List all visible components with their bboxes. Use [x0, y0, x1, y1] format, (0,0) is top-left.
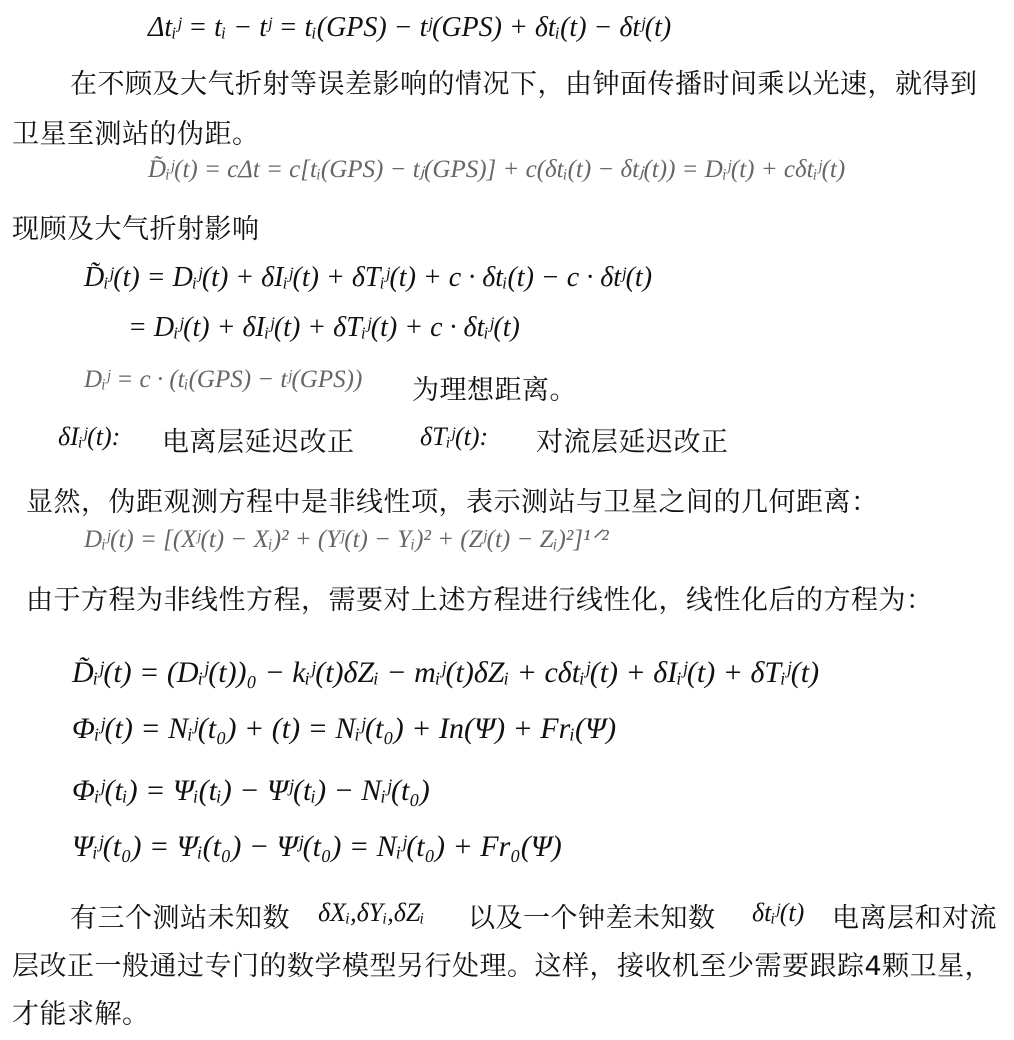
paragraph-line: 在不顾及大气折射等误差影响的情况下，由钟面传播时间乘以光速，就得到	[70, 69, 978, 100]
paragraph-line: 显然，伪距观测方程中是非线性项，表示测站与卫星之间的几何距离：	[26, 487, 879, 518]
equation-geometric-distance: Dᵢʲ(t) = [(Xʲ(t) − Xᵢ)² + (Yʲ(t) − Yᵢ)² + (Zʲ(t) − Zᵢ)²]¹ᐟ²	[84, 526, 609, 553]
iono-label: 电离层延迟改正	[162, 427, 355, 458]
paragraph-line: 才能求解。	[12, 999, 150, 1030]
clock-unknown-symbol: δtᵢʲ(t)	[752, 898, 805, 927]
equation-pseudorange: D̃ᵢʲ(t) = cΔt = c[tᵢ(GPS) − tⱼ(GPS)] + c(δtᵢ(t) − δtⱼ(t)) = Dᵢʲ(t) + cδtᵢʲ(t)	[148, 156, 846, 183]
equation-linearized-1: D̃ᵢʲ(t) = (Dᵢʲ(t))₀ − kᵢʲ(t)δZᵢ − mᵢʲ(t)δZᵢ + cδtᵢʲ(t) + δIᵢʲ(t) + δTᵢʲ(t)	[72, 656, 820, 689]
equation-atmos-1: D̃ᵢʲ(t) = Dᵢʲ(t) + δIᵢʲ(t) + δTᵢʲ(t) + c · δtᵢ(t) − c · δtʲ(t)	[84, 262, 653, 293]
paragraph-line: 有三个测站未知数	[70, 903, 290, 934]
tropo-symbol: δTᵢʲ(t):	[420, 422, 489, 451]
tropo-label: 对流层延迟改正	[536, 427, 729, 458]
paragraph-line: 以及一个钟差未知数	[468, 903, 716, 934]
paragraph-line: 电离层和对流	[832, 903, 997, 934]
paragraph-line: 为理想距离。	[412, 375, 577, 406]
station-unknowns-symbol: δXᵢ,δYᵢ,δZᵢ	[318, 898, 425, 927]
paragraph-line: 由于方程为非线性方程，需要对上述方程进行线性化，线性化后的方程为：	[26, 585, 934, 616]
equation-linearized-3: Φᵢʲ(tᵢ) = Ψᵢ(tᵢ) − Ψʲ(tᵢ) − Nᵢʲ(t₀)	[72, 774, 430, 807]
equation-clock-offset: Δtᵢʲ = tᵢ − tʲ = tᵢ(GPS) − tʲ(GPS) + δtᵢ(t) − δtʲ(t)	[148, 12, 672, 43]
equation-linearized-4: Ψᵢʲ(t₀) = Ψᵢ(t₀) − Ψʲ(t₀) = Nᵢʲ(t₀) + Fr₀(Ψ)	[72, 830, 562, 863]
equation-linearized-2: Φᵢʲ(t) = Nᵢʲ(t₀) + (t) = Nᵢʲ(t₀) + In(Ψ) + Frᵢ(Ψ)	[72, 712, 617, 745]
paragraph-line: 层改正一般通过专门的数学模型另行处理。这样，接收机至少需要跟踪4颗卫星，	[12, 951, 993, 982]
paragraph-line: 现顾及大气折射影响	[12, 214, 260, 245]
equation-ideal-distance: Dᵢʲ = c · (tᵢ(GPS) − tʲ(GPS))	[84, 366, 363, 393]
equation-atmos-2: = Dᵢʲ(t) + δIᵢʲ(t) + δTᵢʲ(t) + c · δtᵢʲ(t)	[128, 312, 520, 343]
paragraph-line: 卫星至测站的伪距。	[12, 119, 260, 150]
iono-symbol: δIᵢʲ(t):	[58, 422, 121, 451]
